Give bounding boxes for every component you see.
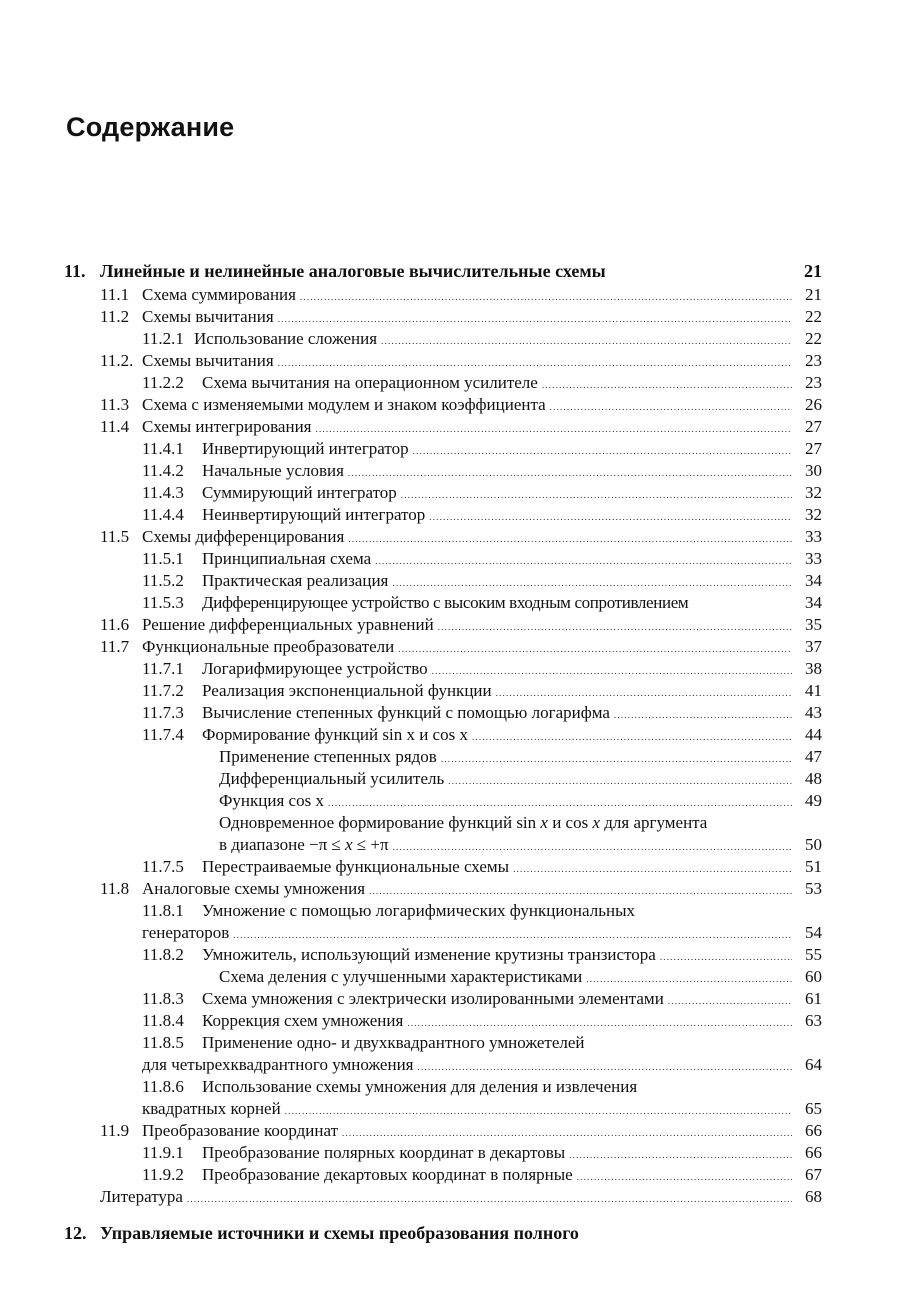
toc-entry[interactable]: [64, 944, 822, 966]
section-title-continued: квадратных корней: [142, 1099, 281, 1118]
page-number: 65: [805, 1099, 822, 1118]
section-number: 11.2: [100, 307, 130, 326]
toc-entry-line-1[interactable]: [64, 812, 822, 834]
section-number: 11.2.1: [142, 329, 184, 348]
section-title: Применение одно- и двухквадрантного умножетелей: [202, 1033, 585, 1052]
page-number: 32: [805, 483, 822, 502]
leader-dots: [432, 660, 792, 682]
page-number: 61: [805, 989, 822, 1008]
page-number: 23: [805, 351, 822, 370]
leader-dots: [369, 880, 792, 902]
page-number: 60: [805, 967, 822, 986]
leader-dots: [342, 1122, 792, 1144]
section-title: Схемы дифференцирования: [142, 527, 345, 546]
page-number: 38: [805, 659, 822, 678]
leader-dots: [278, 308, 792, 330]
section-title-continued: в диапазоне −π ≤ x ≤ +π: [219, 835, 389, 854]
leader-dots: [660, 946, 792, 968]
section-number: 11.8.3: [142, 989, 184, 1008]
section-title: Начальные условия: [202, 461, 344, 480]
leader-dots: [418, 1056, 793, 1078]
toc-entry[interactable]: [64, 724, 822, 746]
toc-entry[interactable]: [64, 306, 822, 328]
toc-entry[interactable]: [64, 350, 822, 372]
section-title: Формирование функций sin x и cos x: [202, 725, 468, 744]
toc-entry[interactable]: [64, 1186, 822, 1208]
section-title: Схема деления с улучшенными характеристиками: [219, 967, 583, 986]
page-number: 37: [805, 637, 822, 656]
section-title: Схема суммирования: [142, 285, 296, 304]
section-title: Реализация экспоненциальной функции: [202, 681, 492, 700]
section-number: 11.4.3: [142, 483, 184, 502]
leader-dots: [187, 1188, 792, 1210]
toc-entry[interactable]: [64, 526, 822, 548]
toc-entry[interactable]: [64, 460, 822, 482]
section-number: 11.8: [100, 879, 130, 898]
chapter-number: 12.: [64, 1223, 87, 1243]
section-number: 11.9.1: [142, 1143, 184, 1162]
section-number: 11.7: [100, 637, 130, 656]
toc-entry[interactable]: [64, 284, 822, 306]
section-title: Решение дифференциальных уравнений: [142, 615, 434, 634]
page-number: 33: [805, 527, 822, 546]
section-number: 11.9: [100, 1121, 130, 1140]
section-title: Принципиальная схема: [202, 549, 372, 568]
page-number: 63: [805, 1011, 822, 1030]
section-number: 11.4.2: [142, 461, 184, 480]
leader-dots: [438, 616, 792, 638]
toc-entry[interactable]: [64, 592, 822, 614]
section-title: Схема с изменяемыми модулем и знаком коэффициента: [142, 395, 546, 414]
page-number: 41: [805, 681, 822, 700]
section-title: Схемы вычитания: [142, 351, 274, 370]
section-title: Перестраиваемые функциональные схемы: [202, 857, 510, 876]
toc-entry[interactable]: [64, 438, 822, 460]
section-number: 11.9.2: [142, 1165, 184, 1184]
leader-dots: [441, 748, 792, 770]
section-number: 11.5.1: [142, 549, 184, 568]
toc-entry[interactable]: [64, 394, 822, 416]
leader-dots: [348, 528, 792, 550]
section-title: Схемы интегрирования: [142, 417, 312, 436]
table-of-contents: [64, 258, 822, 1246]
page-number: 67: [805, 1165, 822, 1184]
section-title: Схемы вычитания: [142, 307, 274, 326]
section-title: Применение степенных рядов: [219, 747, 437, 766]
section-number: 11.7.2: [142, 681, 184, 700]
page-number: 66: [805, 1121, 822, 1140]
page-number: 48: [805, 769, 822, 788]
page-number: 55: [805, 945, 822, 964]
toc-entry[interactable]: [64, 1120, 822, 1142]
leader-dots: [542, 374, 792, 396]
toc-entry-line-1[interactable]: [64, 1032, 822, 1054]
page-number: 26: [805, 395, 822, 414]
toc-entry[interactable]: [64, 504, 822, 526]
toc-entry-line-2[interactable]: [64, 834, 822, 856]
section-title: Логарифмирующее устройство: [202, 659, 428, 678]
toc-entry[interactable]: [64, 548, 822, 570]
leader-dots: [278, 352, 792, 374]
section-title: Использование схемы умножения для деления и извлечения: [202, 1077, 638, 1096]
leader-dots: [668, 990, 792, 1012]
toc-entry[interactable]: [64, 482, 822, 504]
leader-dots: [577, 1166, 792, 1188]
section-title: Вычисление степенных функций с помощью логарифма: [202, 703, 610, 722]
toc-entry-line-2[interactable]: [64, 1098, 822, 1120]
leader-dots: [472, 726, 792, 748]
toc-entry[interactable]: [64, 1010, 822, 1032]
toc-chapter-12[interactable]: [64, 1220, 822, 1246]
leader-dots: [448, 770, 792, 792]
page-number: 44: [805, 725, 822, 744]
toc-entry[interactable]: [64, 702, 822, 724]
section-number: 11.2.2: [142, 373, 184, 392]
toc-entry[interactable]: [64, 1164, 822, 1186]
section-title-continued: генераторов: [142, 923, 230, 942]
page-number: 54: [805, 923, 822, 942]
section-title: Функция cos x: [219, 791, 324, 810]
section-title: Аналоговые схемы умножения: [142, 879, 366, 898]
toc-entry[interactable]: [64, 1142, 822, 1164]
toc-entry[interactable]: [64, 878, 822, 900]
leader-dots: [233, 924, 792, 946]
toc-entry-line-1[interactable]: [64, 1076, 822, 1098]
chapter-number: 11.: [64, 261, 86, 281]
leader-dots: [413, 440, 792, 462]
section-title: Преобразование координат: [142, 1121, 339, 1140]
section-title-continued: для четырехквадрантного умножения: [142, 1055, 414, 1074]
section-title: Литература: [100, 1187, 183, 1206]
toc-entry[interactable]: [64, 746, 822, 768]
leader-dots: [550, 396, 792, 418]
section-number: 11.5.3: [142, 593, 184, 612]
toc-entry[interactable]: [64, 328, 822, 350]
leader-dots: [614, 704, 792, 726]
leader-dots: [586, 968, 792, 990]
section-number: 11.5: [100, 527, 130, 546]
section-title: Одновременное формирование функций sin x и cos x для аргумента: [219, 813, 708, 832]
page-number: 34: [805, 593, 822, 612]
section-number: 11.2.: [100, 351, 134, 370]
toc-entry[interactable]: [64, 856, 822, 878]
leader-dots: [381, 330, 792, 352]
toc-chapter-11[interactable]: [64, 258, 822, 284]
page-number: 43: [805, 703, 822, 722]
section-number: 11.7.1: [142, 659, 184, 678]
toc-entry[interactable]: [64, 680, 822, 702]
section-title: Дифференцирующее устройство с высоким входным сопротивлением: [202, 593, 689, 612]
section-title: Преобразование декартовых координат в полярные: [202, 1165, 573, 1184]
toc-entry[interactable]: [64, 658, 822, 680]
section-number: 11.1: [100, 285, 130, 304]
leader-dots: [496, 682, 792, 704]
toc-entry[interactable]: [64, 416, 822, 438]
leader-dots: [300, 286, 792, 308]
section-title: Использование сложения: [194, 329, 378, 348]
page-number: 22: [805, 307, 822, 326]
page-number: 32: [805, 505, 822, 524]
section-number: 11.7.3: [142, 703, 184, 722]
leader-dots: [401, 484, 792, 506]
toc-entry[interactable]: [64, 768, 822, 790]
leader-dots: [398, 638, 792, 660]
section-number: 11.6: [100, 615, 130, 634]
toc-entry[interactable]: [64, 614, 822, 636]
page-number: 27: [805, 439, 822, 458]
page-number: 47: [805, 747, 822, 766]
page-number: 22: [805, 329, 822, 348]
section-number: 11.4.4: [142, 505, 184, 524]
page-number: 23: [805, 373, 822, 392]
page-number: 30: [805, 461, 822, 480]
leader-dots: [375, 550, 792, 572]
page-number: 21: [805, 285, 822, 304]
chapter-title: Линейные и нелинейные аналоговые вычислительные схемы: [100, 261, 606, 281]
toc-entry[interactable]: [64, 570, 822, 592]
leader-dots: [348, 462, 792, 484]
leader-dots: [407, 1012, 792, 1034]
section-number: 11.8.1: [142, 901, 184, 920]
section-title: Неинвертирующий интегратор: [202, 505, 426, 524]
section-title: Инвертирующий интегратор: [202, 439, 409, 458]
toc-entry[interactable]: [64, 988, 822, 1010]
page-number: 35: [805, 615, 822, 634]
leader-dots: [513, 858, 792, 880]
section-number: 11.4: [100, 417, 130, 436]
section-number: 11.7.5: [142, 857, 184, 876]
page-number: 64: [805, 1055, 822, 1074]
leader-dots: [316, 418, 793, 440]
leader-dots: [328, 792, 792, 814]
toc-entry[interactable]: [64, 966, 822, 988]
section-number: 11.4.1: [142, 439, 184, 458]
leader-dots: [285, 1100, 792, 1122]
leader-dots: [569, 1144, 792, 1166]
page-number: 21: [804, 261, 822, 281]
toc-entry[interactable]: [64, 372, 822, 394]
toc-entry[interactable]: [64, 636, 822, 658]
leader-dots: [392, 572, 792, 594]
section-title: Умножитель, использующий изменение крутизны транзистора: [202, 945, 656, 964]
section-title: Схема вычитания на операционном усилителе: [202, 373, 538, 392]
section-number: 11.3: [100, 395, 130, 414]
section-number: 11.5.2: [142, 571, 184, 590]
section-number: 11.8.4: [142, 1011, 184, 1030]
page-number: 27: [805, 417, 822, 436]
toc-entry-line-1[interactable]: [64, 900, 822, 922]
page-number: 50: [805, 835, 822, 854]
page-number: 33: [805, 549, 822, 568]
page-title: Содержание: [66, 112, 235, 142]
section-number: 11.8.6: [142, 1077, 184, 1096]
section-number: 11.8.2: [142, 945, 184, 964]
toc-entry-line-2[interactable]: [64, 1054, 822, 1076]
section-title: Практическая реализация: [202, 571, 389, 590]
section-title: Функциональные преобразователи: [142, 637, 395, 656]
chapter-title: Управляемые источники и схемы преобразования полного: [100, 1223, 579, 1243]
section-title: Схема умножения с электрически изолированными элементами: [202, 989, 664, 1008]
section-number: 11.8.5: [142, 1033, 184, 1052]
page-number: 49: [805, 791, 822, 810]
section-number: 11.7.4: [142, 725, 184, 744]
section-title: Суммирующий интегратор: [202, 483, 397, 502]
toc-entry[interactable]: [64, 790, 822, 812]
leader-dots: [429, 506, 792, 528]
section-title: Коррекция схем умножения: [202, 1011, 404, 1030]
section-title: Умножение с помощью логарифмических функциональных: [202, 901, 635, 920]
page-number: 53: [805, 879, 822, 898]
toc-entry-line-2[interactable]: [64, 922, 822, 944]
page-number: 34: [805, 571, 822, 590]
page-number: 66: [805, 1143, 822, 1162]
leader-dots: [393, 836, 792, 858]
page-number: 68: [805, 1187, 822, 1206]
section-title: Дифференциальный усилитель: [219, 769, 445, 788]
page-number: 51: [805, 857, 822, 876]
section-title: Преобразование полярных координат в декартовы: [202, 1143, 566, 1162]
